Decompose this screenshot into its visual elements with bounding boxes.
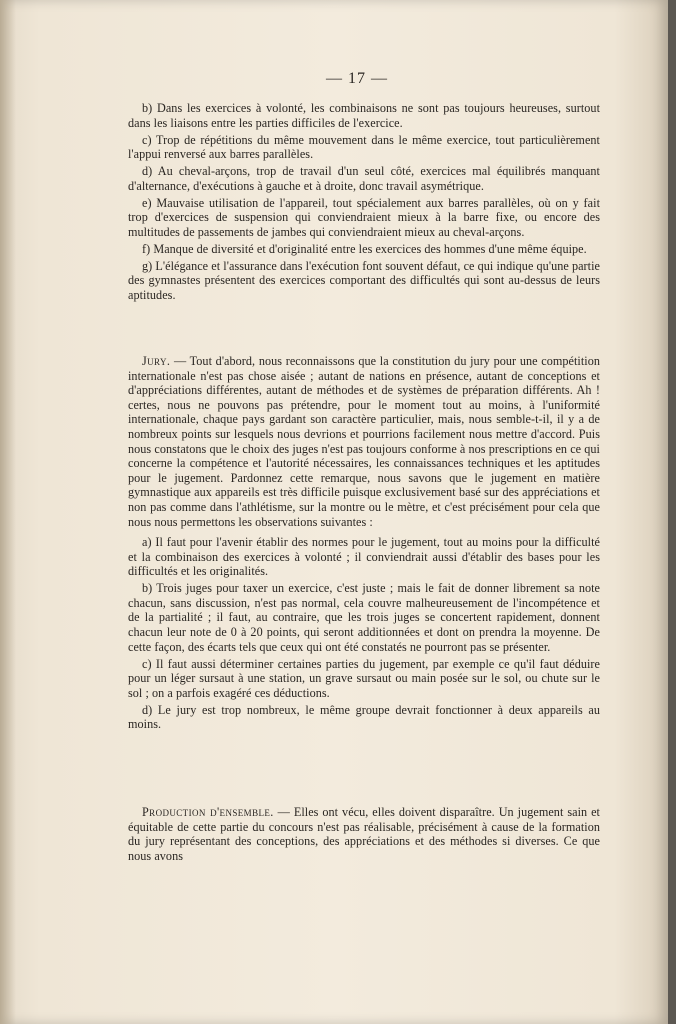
page-binding-shadow bbox=[0, 0, 16, 1024]
production-heading: Production d'ensemble. bbox=[142, 805, 274, 819]
faults-list bbox=[128, 101, 600, 305]
jury-item-a: a) Il faut pour l'avenir établir des normes pour le jugement, tout au moins pour la difficulté et la combinaison des exercices à volonté ; il conviendrait aussi d'établir des bases pour les difficultés et les originalités. bbox=[128, 535, 600, 579]
fault-item-b: b) Dans les exercices à volonté, les combinaisons ne sont pas toujours heureuses, surtout dans les liaisons entre les parties difficiles de l'exercice. bbox=[128, 101, 600, 130]
jury-item-c: c) Il faut aussi déterminer certaines parties du jugement, par exemple ce qu'il faut déduire pour un léger sursaut à une station, un grave sursaut ou main posée sur le sol, ou chute sur le sol ; on a parfois exagéré ces déductions. bbox=[128, 656, 600, 700]
fault-item-e: e) Mauvaise utilisation de l'appareil, tout spécialement aux barres parallèles, où on y fait trop d'exercices de suspension qui conviendraient mieux à la barre fixe, ou encore des multitudes de passements de jambes qui conviendraient mieux au cheval-arçons. bbox=[128, 195, 600, 239]
jury-section bbox=[128, 354, 600, 734]
jury-intro: — Tout d'abord, nous reconnaissons que la constitution du jury pour une compétition internationale n'est pas chose aisée ; autant de nations en présence, autant de conceptions et d'appréciations différentes, autant de méthodes et de systèmes de préparation différents. Ah ! certes, nous ne pouvons pas prétendre, pour le moment tout au moins, à l'uniformité internationale, chaque pays gardant son caractère particulier, mais, nous semble-t-il, il y a de nombreux points sur lesquels nous devrions et pourrions facilement nous mettre d'accord. Puis nous constatons que le choix des juges n'est pas toujours conforme à nos prescriptions en ce qui concerne la compétence et l'autorité nécessaires, les connaissances techniques et les aptitudes pour le jugement. Pardonnez cette remarque, nous savons que le jugement en matière gymnastique aux appareils est très difficile puisque exclusivement basé sur des appréciations et non pas comme dans l'athlétisme, sur la montre ou le mètre, et c'est précisément pour cela que nous nous permettons les observations suivantes : bbox=[128, 354, 600, 529]
book-edge bbox=[668, 0, 676, 1024]
page-number: — 17 — bbox=[326, 70, 388, 87]
fault-item-f: f) Manque de diversité et d'originalité entre les exercices des hommes d'une même équipe. bbox=[142, 241, 587, 256]
fault-item-c: c) Trop de répétitions du même mouvement dans le même exercice, tout particulièrement l'appui renversé aux barres parallèles. bbox=[128, 132, 600, 162]
production-text: — Elles ont vécu, elles doivent disparaître. Un jugement sain et équitable de cette partie du concours n'est pas réalisable, précisément à cause de la formation du jury représentant des conceptions, des appréciations et des méthodes si diverses. Ce que nous avons bbox=[128, 805, 600, 863]
production-paragraph bbox=[128, 805, 600, 863]
fault-item-g: g) L'élégance et l'assurance dans l'exécution font souvent défaut, ce qui indique qu'une partie des gymnastes présentent des exercices comportant des difficultés qui sont au-dessus de leurs aptitudes. bbox=[128, 258, 600, 303]
fault-item-d: d) Au cheval-arçons, trop de travail d'un seul côté, exercices mal équilibrés manquant d'alternance, d'exécutions à gauche et à droite, donc travail asymétrique. bbox=[128, 164, 600, 193]
production-section bbox=[128, 805, 600, 866]
jury-item-d: d) Le jury est trop nombreux, le même groupe devrait fonctionner à deux appareils au moins. bbox=[128, 702, 600, 732]
jury-paragraph bbox=[128, 354, 600, 529]
jury-heading: Jury. bbox=[142, 354, 171, 368]
jury-item-b: b) Trois juges pour taxer un exercice, c'est juste ; mais le fait de donner librement sa note chacun, sans discussion, n'est pas normal, cela couvre malheureusement de l'incompétence et de la partialité ; il faut, au contraire, que les trois juges se concertent rapidement, donnent chacun leur note de 0 à 20 points, qui seront additionnées et dont on prendra la moyenne. De cette façon, des écarts tels que ceux qui ont été constatés ne pourront pas se présenter. bbox=[128, 581, 600, 654]
